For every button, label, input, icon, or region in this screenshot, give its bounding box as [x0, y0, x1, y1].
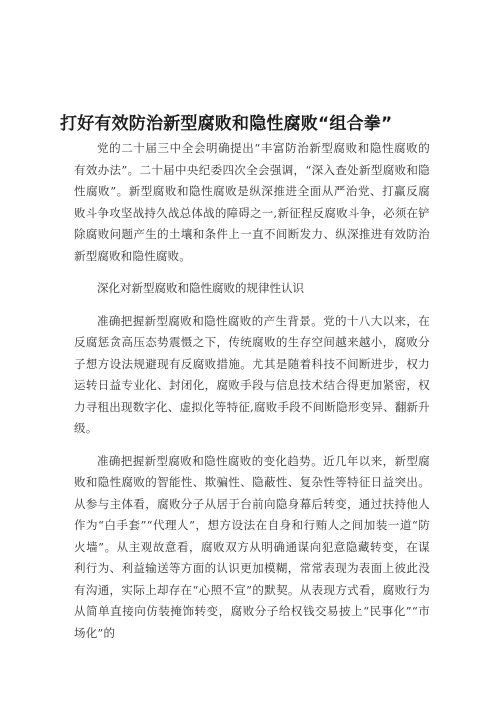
paragraph-background: 准确把握新型腐败和隐性腐败的产生背景。党的十八大以来，在反腐惩贪高压态势震慑之下，传统腐败的生存空间越来越小，腐败分子想方设法规避现有反腐败措施。尤其是随着科技不间断进步，权力运转日益专业化、封闭化，腐败手段与信息技术结合得更加紧密，权力寻租出现数字化、虚拟化等特征,腐败手段不间断隐形变异、翻新升级。	[74, 313, 430, 435]
paragraph-trend: 准确把握新型腐败和隐性腐败的变化趋势。近几年以来，新型腐败和隐性腐败的智能性、欺骗性、隐蔽性、复杂性等特征日益突出。从参与主体看，腐败分子从居于台前向隐身幕后转变，通过扶持他人作为“白手套”“代理人”，想方设法在自身和行贿人之间加装一道“防火墙”。从主观故意看，腐败双方从明确通谋向犯意隐藏转变，在谋利行为、利益输送等方面的认识更加模糊，常常表现为表面上彼此没有沟通，实际上却存在“心照不宣”的默契。从表现方式看，腐败行为从简单直接向仿装掩饰转变，腐败分子给权钱交易披上“民事化”“市场化”的	[74, 453, 430, 640]
document-body	[74, 138, 430, 655]
section-heading: 深化对新型腐败和隐性腐败的规律性认识	[97, 281, 304, 295]
document-title: 打好有效防治新型腐败和隐性腐败“组合拳”	[60, 114, 393, 134]
paragraph-intro: 党的二十届三中全会明确提出“丰富防治新型腐败和隐性腐败的有效办法”。二十届中央纪委四次全会强调，“深入查处新型腐败和隐性腐败”。新型腐败和隐性腐败是纵深推进全面从严治党、打赢反腐败斗争攻坚战持久战总体战的障碍之一,新征程反腐败斗争，必须在铲除腐败问题产生的土壤和条件上一直不间断发力、纵深推进有效防治新型腐败和隐性腐败。	[74, 141, 430, 263]
